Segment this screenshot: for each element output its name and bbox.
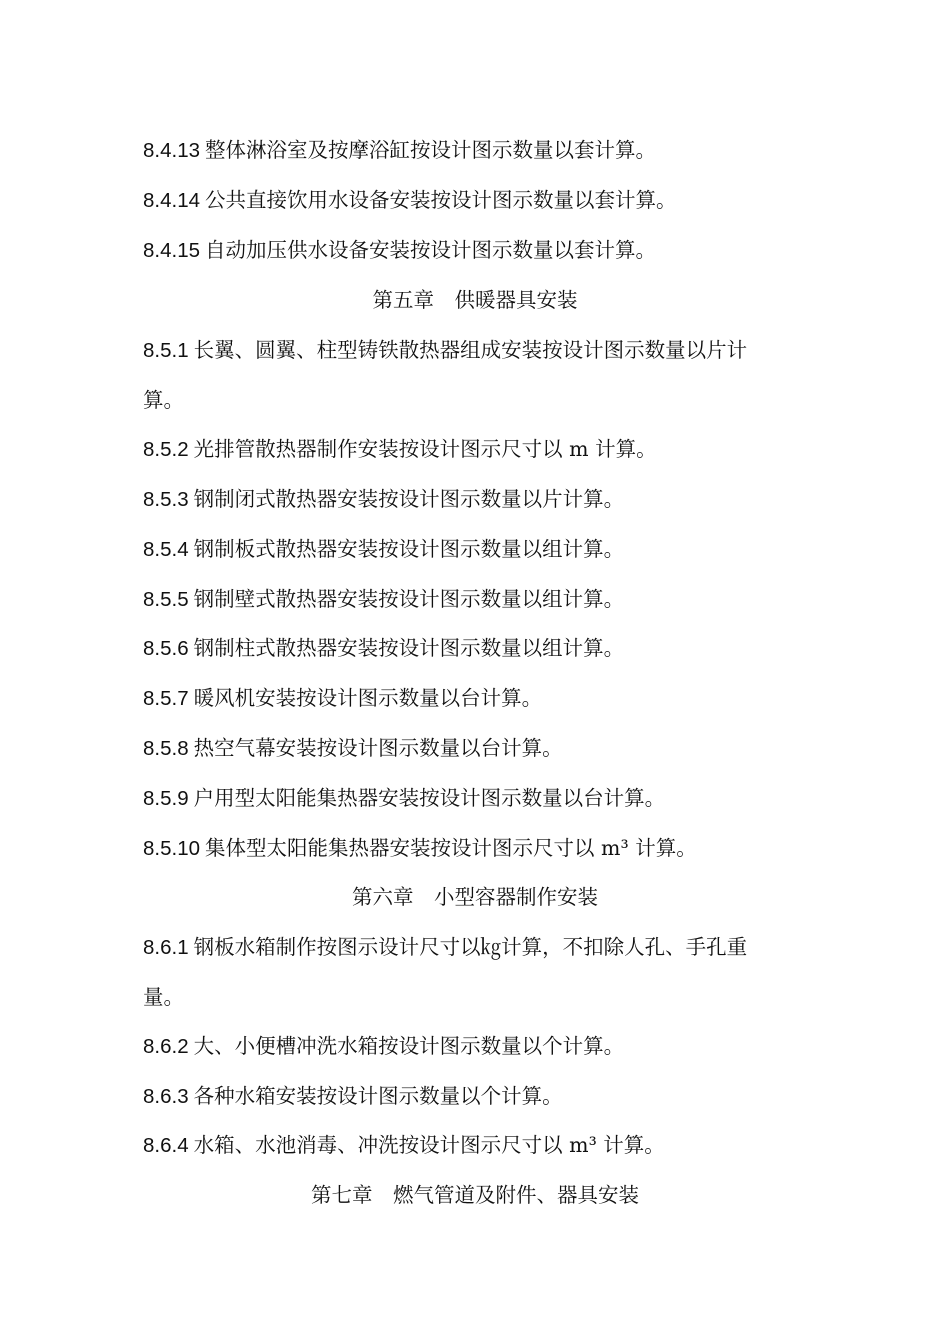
- clause-text: 钢制壁式散热器安装按设计图示数量以组计算。: [193, 587, 625, 611]
- clause-number: 8.6.1: [143, 936, 189, 959]
- clause-text: 量。: [143, 985, 184, 1009]
- clause-text: 大、小便槽冲洗水箱按设计图示数量以个计算。: [193, 1034, 625, 1058]
- clause-number: 8.5.9: [143, 787, 189, 810]
- clause-8-4-13: [143, 135, 823, 166]
- clause-number: 8.4.13: [143, 139, 200, 162]
- clause-8-5-8: [143, 733, 823, 764]
- clause-8-6-1: [143, 932, 823, 963]
- clause-number: 8.5.7: [143, 687, 189, 710]
- chapter-heading-5: 第五章 供暖器具安装: [372, 288, 578, 312]
- clause-number: 8.5.2: [143, 438, 189, 461]
- clause-8-5-7: [143, 683, 823, 714]
- clause-number: 8.5.8: [143, 737, 189, 760]
- clause-8-6-3: [143, 1081, 823, 1112]
- clause-number: 8.6.3: [143, 1085, 189, 1108]
- clause-8-4-14: [143, 185, 823, 216]
- clause-text: 暖风机安装按设计图示数量以台计算。: [193, 686, 543, 710]
- clause-8-5-1-continuation: [143, 385, 823, 415]
- clause-number: 8.5.3: [143, 488, 189, 511]
- clause-text: 算。: [143, 388, 184, 412]
- clause-text: 钢制柱式散热器安装按设计图示数量以组计算。: [193, 636, 625, 660]
- clause-text: 集体型太阳能集热器安装按设计图示尺寸以 m³ 计算。: [205, 836, 697, 860]
- clause-text: 钢制板式散热器安装按设计图示数量以组计算。: [193, 537, 625, 561]
- clause-number: 8.4.15: [143, 239, 200, 262]
- clause-text: 水箱、水池消毒、冲洗按设计图示尺寸以 m³ 计算。: [193, 1133, 665, 1157]
- clause-8-5-10: [143, 833, 823, 864]
- clause-number: 8.4.14: [143, 189, 200, 212]
- clause-8-5-3: [143, 484, 823, 515]
- clause-text: 自动加压供水设备安装按设计图示数量以套计算。: [205, 238, 656, 262]
- clause-8-5-4: [143, 534, 823, 565]
- chapter-heading-6: 第六章 小型容器制作安装: [352, 885, 598, 909]
- clause-text: 长翼、圆翼、柱型铸铁散热器组成安装按设计图示数量以片计: [193, 338, 748, 362]
- clause-text: 热空气幕安装按设计图示数量以台计算。: [193, 736, 563, 760]
- clause-text: 钢制闭式散热器安装按设计图示数量以片计算。: [193, 487, 625, 511]
- clause-8-5-2: [143, 434, 823, 465]
- clause-text: 光排管散热器制作安装按设计图示尺寸以 m 计算。: [193, 437, 657, 461]
- clause-8-6-2: [143, 1031, 823, 1062]
- chapter-heading-7: 第七章 燃气管道及附件、器具安装: [311, 1183, 639, 1207]
- clause-number: 8.5.4: [143, 538, 189, 561]
- clause-text: 公共直接饮用水设备安装按设计图示数量以套计算。: [205, 188, 677, 212]
- clause-number: 8.6.4: [143, 1134, 189, 1157]
- clause-text: 钢板水箱制作按图示设计尺寸以㎏计算，不扣除人孔、手孔重: [193, 935, 748, 959]
- clause-8-4-15: [143, 235, 823, 266]
- clause-number: 8.5.6: [143, 637, 189, 660]
- clause-8-5-9: [143, 783, 823, 814]
- clause-8-5-6: [143, 633, 823, 664]
- clause-8-5-5: [143, 584, 823, 615]
- clause-8-6-4: [143, 1130, 823, 1161]
- clause-8-6-1-continuation: [143, 982, 823, 1012]
- clause-text: 各种水箱安装按设计图示数量以个计算。: [193, 1084, 563, 1108]
- clause-text: 整体淋浴室及按摩浴缸按设计图示数量以套计算。: [205, 138, 656, 162]
- clause-number: 8.6.2: [143, 1035, 189, 1058]
- clause-8-5-1: [143, 335, 823, 366]
- clause-number: 8.5.10: [143, 837, 200, 860]
- clause-number: 8.5.5: [143, 588, 189, 611]
- clause-text: 户用型太阳能集热器安装按设计图示数量以台计算。: [193, 786, 666, 810]
- clause-number: 8.5.1: [143, 339, 189, 362]
